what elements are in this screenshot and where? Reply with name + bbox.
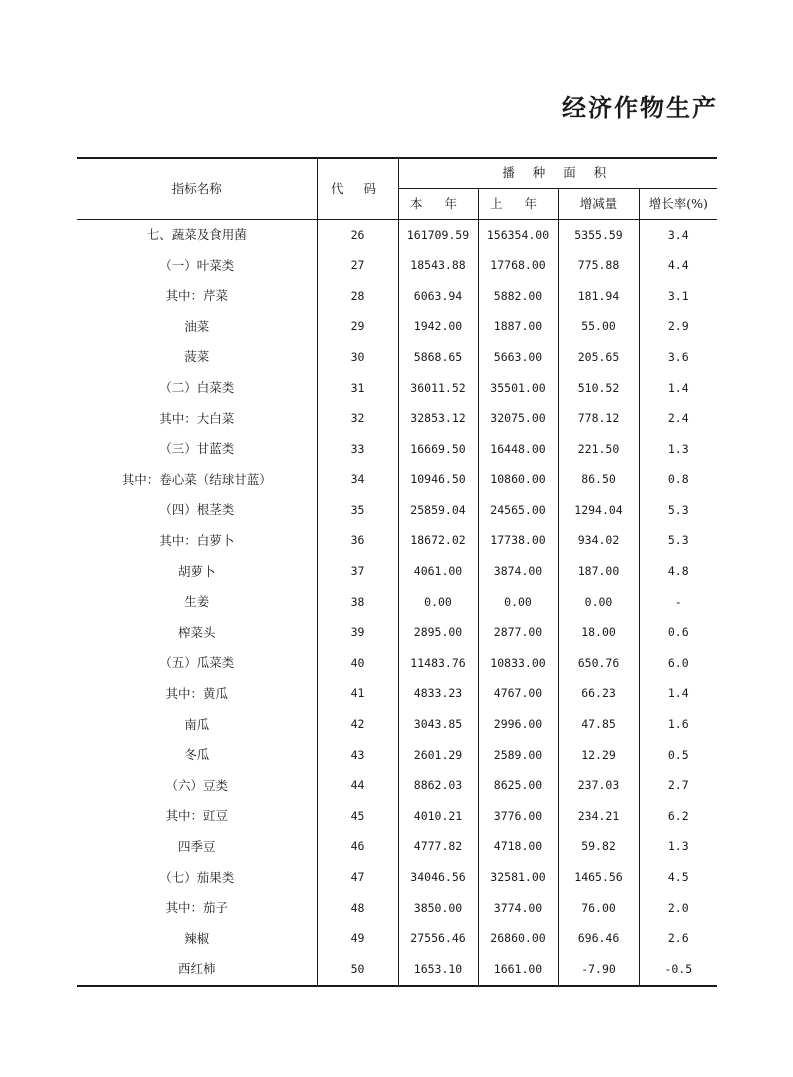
table-row bbox=[77, 251, 717, 282]
row-previous-year: 2877.00 bbox=[478, 618, 558, 649]
row-current-year: 34046.56 bbox=[398, 862, 478, 893]
row-code: 46 bbox=[317, 832, 398, 863]
row-current-year: 3043.85 bbox=[398, 710, 478, 741]
row-code: 47 bbox=[317, 862, 398, 893]
row-code: 39 bbox=[317, 618, 398, 649]
header-previous-year: 上 年 bbox=[478, 189, 558, 220]
row-change: 55.00 bbox=[558, 312, 639, 343]
row-current-year: 0.00 bbox=[398, 587, 478, 618]
row-growth-rate: 3.4 bbox=[639, 220, 717, 251]
row-previous-year: 10860.00 bbox=[478, 465, 558, 496]
row-name: 四季豆 bbox=[177, 838, 216, 854]
row-change: 47.85 bbox=[558, 710, 639, 741]
row-current-year: 5868.65 bbox=[398, 342, 478, 373]
row-code: 30 bbox=[317, 342, 398, 373]
table-row bbox=[77, 771, 717, 802]
row-previous-year: 10833.00 bbox=[478, 648, 558, 679]
table-row bbox=[77, 495, 717, 526]
row-growth-rate: 3.6 bbox=[639, 342, 717, 373]
row-previous-year: 5882.00 bbox=[478, 281, 558, 312]
header-current-year: 本 年 bbox=[398, 189, 478, 220]
row-previous-year: 32075.00 bbox=[478, 404, 558, 435]
row-name: （二）白菜类 bbox=[159, 380, 235, 396]
row-name: 生姜 bbox=[184, 594, 210, 610]
row-previous-year: 4718.00 bbox=[478, 832, 558, 863]
row-current-year: 1942.00 bbox=[398, 312, 478, 343]
row-change: 0.00 bbox=[558, 587, 639, 618]
page-title: 经济作物生产 bbox=[562, 93, 718, 122]
row-previous-year: 5663.00 bbox=[478, 342, 558, 373]
row-name: 其中：芹菜 bbox=[165, 288, 228, 304]
table-row bbox=[77, 679, 717, 710]
row-growth-rate: 2.7 bbox=[639, 771, 717, 802]
row-code: 26 bbox=[317, 220, 398, 251]
row-change: 934.02 bbox=[558, 526, 639, 557]
row-name: （五）瓜菜类 bbox=[159, 655, 235, 671]
row-current-year: 4833.23 bbox=[398, 679, 478, 710]
row-growth-rate: 1.4 bbox=[639, 373, 717, 404]
table-row bbox=[77, 220, 717, 251]
row-change: 205.65 bbox=[558, 342, 639, 373]
row-growth-rate: 1.3 bbox=[639, 434, 717, 465]
header-sown-area: 播 种 面 积 bbox=[502, 165, 614, 181]
row-previous-year: 26860.00 bbox=[478, 924, 558, 955]
row-previous-year: 3776.00 bbox=[478, 801, 558, 832]
row-current-year: 18543.88 bbox=[398, 251, 478, 282]
row-code: 50 bbox=[317, 954, 398, 986]
row-previous-year: 24565.00 bbox=[478, 495, 558, 526]
row-name: 其中：豇豆 bbox=[165, 808, 228, 824]
table-row bbox=[77, 312, 717, 343]
row-previous-year: 2996.00 bbox=[478, 710, 558, 741]
row-previous-year: 1661.00 bbox=[478, 954, 558, 986]
table-row bbox=[77, 924, 717, 955]
table-row bbox=[77, 710, 717, 741]
row-code: 37 bbox=[317, 557, 398, 588]
row-growth-rate: 0.5 bbox=[639, 740, 717, 771]
row-growth-rate: 2.6 bbox=[639, 924, 717, 955]
row-change: 76.00 bbox=[558, 893, 639, 924]
row-growth-rate: 6.2 bbox=[639, 801, 717, 832]
row-previous-year: 17768.00 bbox=[478, 251, 558, 282]
row-current-year: 10946.50 bbox=[398, 465, 478, 496]
row-change: 59.82 bbox=[558, 832, 639, 863]
row-change: 778.12 bbox=[558, 404, 639, 435]
row-name: 榨菜头 bbox=[177, 624, 216, 640]
row-change: -7.90 bbox=[558, 954, 639, 986]
row-growth-rate: - bbox=[639, 587, 717, 618]
row-previous-year: 8625.00 bbox=[478, 771, 558, 802]
row-change: 696.46 bbox=[558, 924, 639, 955]
row-code: 27 bbox=[317, 251, 398, 282]
row-code: 45 bbox=[317, 801, 398, 832]
row-growth-rate: -0.5 bbox=[639, 954, 717, 986]
row-change: 12.29 bbox=[558, 740, 639, 771]
row-growth-rate: 1.6 bbox=[639, 710, 717, 741]
row-name: 油菜 bbox=[184, 318, 210, 334]
row-name: 菠菜 bbox=[184, 349, 210, 365]
row-name: 其中：茄子 bbox=[165, 900, 228, 916]
table-row bbox=[77, 373, 717, 404]
row-current-year: 18672.02 bbox=[398, 526, 478, 557]
row-change: 86.50 bbox=[558, 465, 639, 496]
row-previous-year: 0.00 bbox=[478, 587, 558, 618]
row-change: 66.23 bbox=[558, 679, 639, 710]
row-code: 38 bbox=[317, 587, 398, 618]
row-name: 冬瓜 bbox=[184, 747, 210, 763]
row-code: 35 bbox=[317, 495, 398, 526]
row-code: 36 bbox=[317, 526, 398, 557]
row-current-year: 11483.76 bbox=[398, 648, 478, 679]
row-previous-year: 16448.00 bbox=[478, 434, 558, 465]
row-current-year: 2895.00 bbox=[398, 618, 478, 649]
row-growth-rate: 5.3 bbox=[639, 526, 717, 557]
row-change: 775.88 bbox=[558, 251, 639, 282]
row-growth-rate: 1.3 bbox=[639, 832, 717, 863]
header-change: 增减量 bbox=[558, 189, 639, 220]
row-code: 42 bbox=[317, 710, 398, 741]
row-current-year: 4010.21 bbox=[398, 801, 478, 832]
table-row bbox=[77, 281, 717, 312]
header-growth-rate: 增长率(%) bbox=[639, 189, 717, 220]
vegetable-sown-area-table bbox=[77, 157, 717, 987]
table-row bbox=[77, 893, 717, 924]
row-change: 650.76 bbox=[558, 648, 639, 679]
row-growth-rate: 4.5 bbox=[639, 862, 717, 893]
row-name: 其中：卷心菜（结球甘蓝） bbox=[121, 471, 272, 487]
row-current-year: 16669.50 bbox=[398, 434, 478, 465]
header-code: 代 码 bbox=[317, 158, 398, 220]
row-growth-rate: 2.9 bbox=[639, 312, 717, 343]
table-row bbox=[77, 740, 717, 771]
row-growth-rate: 6.0 bbox=[639, 648, 717, 679]
row-growth-rate: 2.0 bbox=[639, 893, 717, 924]
row-growth-rate: 0.6 bbox=[639, 618, 717, 649]
row-growth-rate: 4.4 bbox=[639, 251, 717, 282]
row-previous-year: 4767.00 bbox=[478, 679, 558, 710]
row-previous-year: 1887.00 bbox=[478, 312, 558, 343]
row-current-year: 25859.04 bbox=[398, 495, 478, 526]
row-change: 510.52 bbox=[558, 373, 639, 404]
row-change: 237.03 bbox=[558, 771, 639, 802]
row-change: 221.50 bbox=[558, 434, 639, 465]
table-body bbox=[77, 220, 717, 986]
row-name: 其中：大白菜 bbox=[159, 410, 235, 426]
row-change: 234.21 bbox=[558, 801, 639, 832]
row-growth-rate: 3.1 bbox=[639, 281, 717, 312]
row-change: 181.94 bbox=[558, 281, 639, 312]
row-name: 胡萝卜 bbox=[177, 563, 216, 579]
row-name: 其中：白萝卜 bbox=[159, 532, 235, 548]
row-change: 1465.56 bbox=[558, 862, 639, 893]
row-code: 29 bbox=[317, 312, 398, 343]
row-name: （四）根茎类 bbox=[159, 502, 235, 518]
table-row bbox=[77, 342, 717, 373]
row-name: （七）茄果类 bbox=[159, 869, 235, 885]
table-row bbox=[77, 434, 717, 465]
row-code: 28 bbox=[317, 281, 398, 312]
row-name: 西红柿 bbox=[177, 961, 216, 977]
row-name: 辣椒 bbox=[184, 930, 210, 946]
row-code: 34 bbox=[317, 465, 398, 496]
row-code: 44 bbox=[317, 771, 398, 802]
header-indicator-name: 指标名称 bbox=[77, 158, 317, 220]
row-code: 32 bbox=[317, 404, 398, 435]
row-code: 40 bbox=[317, 648, 398, 679]
table-row bbox=[77, 954, 717, 986]
row-code: 48 bbox=[317, 893, 398, 924]
row-current-year: 8862.03 bbox=[398, 771, 478, 802]
row-previous-year: 2589.00 bbox=[478, 740, 558, 771]
row-code: 49 bbox=[317, 924, 398, 955]
row-previous-year: 35501.00 bbox=[478, 373, 558, 404]
row-name: （六）豆类 bbox=[165, 777, 228, 793]
row-code: 31 bbox=[317, 373, 398, 404]
table-row bbox=[77, 648, 717, 679]
row-previous-year: 156354.00 bbox=[478, 220, 558, 251]
row-current-year: 32853.12 bbox=[398, 404, 478, 435]
row-current-year: 1653.10 bbox=[398, 954, 478, 986]
row-current-year: 161709.59 bbox=[398, 220, 478, 251]
row-name: （三）甘蓝类 bbox=[159, 441, 235, 457]
row-name: 南瓜 bbox=[184, 716, 210, 732]
row-previous-year: 3874.00 bbox=[478, 557, 558, 588]
row-growth-rate: 0.8 bbox=[639, 465, 717, 496]
table-row bbox=[77, 618, 717, 649]
row-growth-rate: 1.4 bbox=[639, 679, 717, 710]
row-growth-rate: 2.4 bbox=[639, 404, 717, 435]
table-row bbox=[77, 587, 717, 618]
table-row bbox=[77, 832, 717, 863]
row-current-year: 4061.00 bbox=[398, 557, 478, 588]
row-current-year: 3850.00 bbox=[398, 893, 478, 924]
row-growth-rate: 4.8 bbox=[639, 557, 717, 588]
row-code: 41 bbox=[317, 679, 398, 710]
row-code: 43 bbox=[317, 740, 398, 771]
row-previous-year: 32581.00 bbox=[478, 862, 558, 893]
row-change: 187.00 bbox=[558, 557, 639, 588]
row-change: 18.00 bbox=[558, 618, 639, 649]
row-current-year: 4777.82 bbox=[398, 832, 478, 863]
row-code: 33 bbox=[317, 434, 398, 465]
row-current-year: 27556.46 bbox=[398, 924, 478, 955]
row-current-year: 2601.29 bbox=[398, 740, 478, 771]
table-row bbox=[77, 526, 717, 557]
row-current-year: 36011.52 bbox=[398, 373, 478, 404]
row-change: 5355.59 bbox=[558, 220, 639, 251]
row-name: 七、蔬菜及食用菌 bbox=[146, 227, 247, 243]
table-row bbox=[77, 862, 717, 893]
row-name: （一）叶菜类 bbox=[159, 257, 235, 273]
row-previous-year: 3774.00 bbox=[478, 893, 558, 924]
row-change: 1294.04 bbox=[558, 495, 639, 526]
row-name: 其中：黄瓜 bbox=[165, 685, 228, 701]
row-growth-rate: 5.3 bbox=[639, 495, 717, 526]
table-row bbox=[77, 801, 717, 832]
row-previous-year: 17738.00 bbox=[478, 526, 558, 557]
table-row bbox=[77, 557, 717, 588]
table-row bbox=[77, 404, 717, 435]
table-row bbox=[77, 465, 717, 496]
row-current-year: 6063.94 bbox=[398, 281, 478, 312]
